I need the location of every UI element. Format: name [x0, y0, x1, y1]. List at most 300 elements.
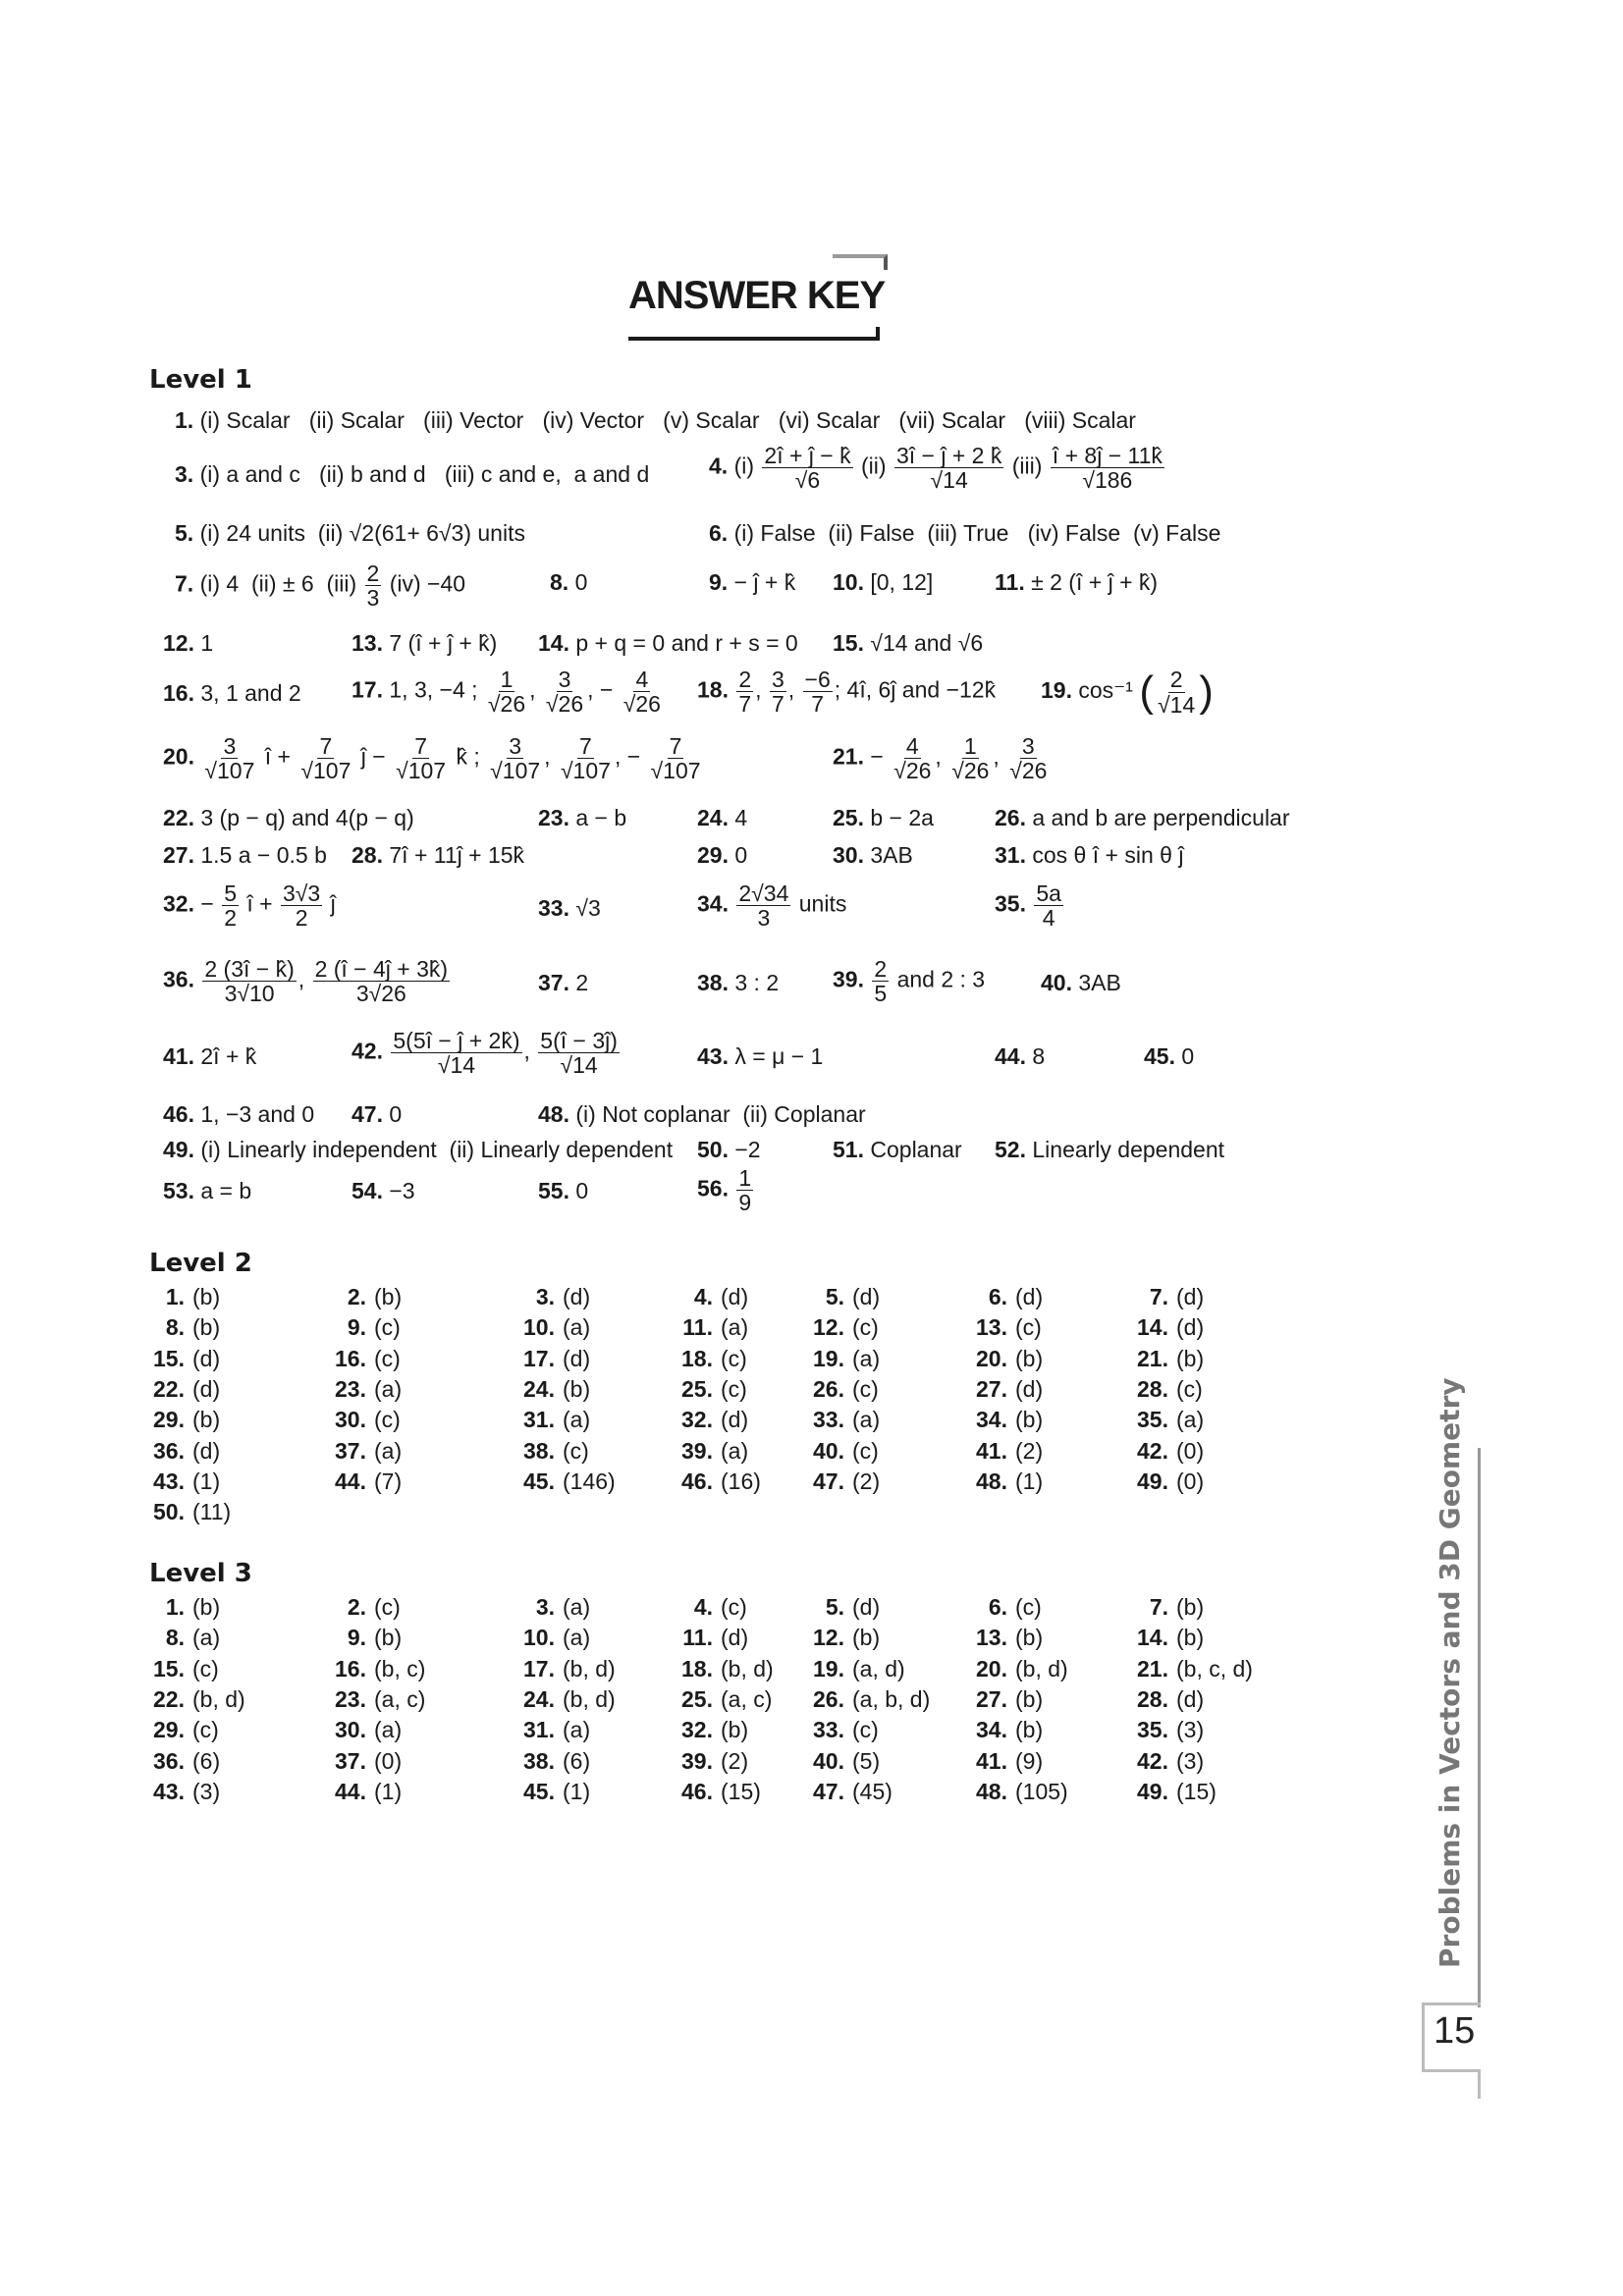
answer-option: (1) — [1015, 1468, 1044, 1494]
level3-answer-item — [1131, 1717, 1204, 1743]
question-number: 16. — [335, 1345, 366, 1371]
answer-option: (2) — [852, 1468, 881, 1494]
question-number: 9. — [347, 1625, 366, 1651]
question-number: 49. — [1137, 1778, 1168, 1804]
question-number: 23. — [335, 1375, 366, 1402]
level3-answer-item — [1131, 1594, 1204, 1621]
level2-answer-item — [517, 1407, 590, 1433]
answer-40: 40. 3AB — [1041, 970, 1121, 995]
answer-option: (15) — [721, 1778, 761, 1804]
question-number: 11. — [682, 1314, 713, 1341]
level2-answer-item — [147, 1376, 220, 1403]
answer-34: 34. $\frac{2√34}{3}$ units — [697, 881, 847, 932]
answer-11: 11. ± 2 (î + ĵ + k̂) — [995, 569, 1159, 595]
answer-option: (b) — [192, 1284, 221, 1309]
level3-answer-item — [329, 1625, 402, 1651]
question-number: 15. — [153, 1655, 185, 1682]
answer-43: 43. λ = μ − 1 — [697, 1043, 824, 1069]
answer-option: (b, d) — [192, 1685, 245, 1712]
question-number: 12. — [813, 1314, 844, 1341]
answer-19: 19. cos⁻¹ ( $\frac{2}{√14}$ ) — [1041, 667, 1214, 718]
level3-answer-item — [329, 1656, 425, 1682]
level2-answer-item — [329, 1438, 402, 1465]
answer-5: 5. (i) 24 units (ii) √2(61+ 6√3) units — [175, 520, 525, 546]
question-number: 40. — [813, 1747, 844, 1774]
question-number: 44. — [335, 1778, 366, 1804]
question-number: 35. — [1137, 1717, 1168, 1743]
question-number: 43. — [153, 1468, 185, 1494]
question-number: 37. — [335, 1437, 366, 1464]
page-number-rule-bottom — [1422, 2069, 1481, 2072]
answer-option: (a, c) — [374, 1685, 426, 1712]
answer-50: 50. −2 — [697, 1137, 761, 1162]
title-underline — [628, 327, 880, 341]
level2-answer-item — [1131, 1376, 1203, 1403]
answer-option: (a) — [192, 1625, 221, 1651]
level2-answer-item — [1131, 1438, 1204, 1465]
question-number: 40. — [813, 1437, 844, 1464]
level3-answer-item — [329, 1779, 402, 1805]
answer-option: (c) — [374, 1594, 401, 1620]
question-number: 43. — [153, 1778, 185, 1804]
answer-option: (b) — [721, 1717, 749, 1743]
question-number: 6. — [988, 1284, 1007, 1309]
answer-option: (d) — [721, 1284, 749, 1309]
answer-option: (a, b, d) — [852, 1685, 931, 1712]
answer-33: 33. √3 — [538, 895, 601, 921]
level2-answer-item — [970, 1438, 1043, 1465]
level3-answer-item — [1131, 1686, 1204, 1713]
level3-answer-item — [147, 1779, 220, 1805]
answer-option: (1) — [374, 1778, 403, 1804]
answer-51: 51. Coplanar — [833, 1137, 962, 1162]
level3-answer-item — [147, 1717, 219, 1743]
side-rule — [1478, 1448, 1481, 2007]
answer-option: (a) — [721, 1437, 749, 1464]
answer-option: (b) — [192, 1594, 221, 1620]
answer-option: (a) — [563, 1594, 591, 1620]
question-number: 47. — [813, 1468, 844, 1494]
level2-answer-item — [1131, 1468, 1204, 1495]
level2-answer-item — [676, 1284, 748, 1310]
question-number: 45. — [523, 1778, 555, 1804]
question-number: 46. — [681, 1468, 713, 1494]
level2-answer-item — [970, 1468, 1043, 1495]
answer-option: (c) — [721, 1345, 747, 1371]
level3-answer-item — [970, 1625, 1043, 1651]
level3-answer-item — [329, 1717, 402, 1743]
level2-answer-item — [807, 1376, 879, 1403]
question-number: 14. — [1137, 1625, 1168, 1651]
level3-answer-item — [676, 1686, 772, 1713]
answer-option: (b) — [1015, 1345, 1044, 1371]
question-number: 41. — [976, 1747, 1007, 1774]
answer-option: (b, c, d) — [1176, 1655, 1253, 1682]
answer-option: (c) — [1015, 1314, 1042, 1341]
question-number: 49. — [1137, 1468, 1168, 1494]
answer-option: (105) — [1015, 1778, 1068, 1804]
question-number: 25. — [681, 1375, 713, 1402]
level3-answer-item — [1131, 1748, 1204, 1775]
answer-23: 23. a − b — [538, 805, 627, 830]
answer-option: (c) — [1015, 1594, 1042, 1620]
answer-option: (b) — [192, 1314, 221, 1341]
answer-option: (d) — [192, 1345, 221, 1371]
question-number: 34. — [976, 1717, 1007, 1743]
level2-answer-item — [970, 1376, 1043, 1403]
question-number: 7. — [1149, 1284, 1168, 1309]
answer-option: (a) — [374, 1437, 403, 1464]
question-number: 27. — [976, 1685, 1007, 1712]
answer-47: 47. 0 — [352, 1101, 403, 1127]
answer-44: 44. 8 — [995, 1043, 1046, 1069]
level2-answer-item — [517, 1376, 590, 1403]
answer-option: (d) — [852, 1284, 881, 1309]
level2-answer-item — [147, 1284, 220, 1310]
level2-answer-item — [147, 1346, 220, 1372]
level3-answer-item — [807, 1594, 880, 1621]
answer-option: (a) — [563, 1717, 591, 1743]
answer-option: (a) — [374, 1375, 403, 1402]
level2-answer-item — [147, 1468, 220, 1495]
answer-option: (b) — [1015, 1625, 1044, 1651]
answer-option: (d) — [563, 1345, 591, 1371]
answer-option: (a) — [374, 1717, 403, 1743]
level2-answer-item — [147, 1314, 220, 1341]
level3-answer-item — [147, 1748, 220, 1775]
answer-15: 15. √14 and √6 — [833, 630, 984, 656]
question-number: 1. — [165, 1594, 185, 1620]
level3-answer-item — [1131, 1625, 1204, 1651]
answer-56: 56. $\frac{1}{9}$ — [697, 1165, 752, 1216]
answer-1: 1. (i) Scalar (ii) Scalar (iii) Vector (iv) Vector (v) Scalar (vi) Scalar (vii) Scalar (viii) Scalar — [175, 407, 1136, 433]
question-number: 41. — [976, 1437, 1007, 1464]
level3-answer-item — [970, 1686, 1043, 1713]
answer-22: 22. 3 (p − q) and 4(p − q) — [163, 805, 414, 830]
level3-answer-item — [676, 1594, 747, 1621]
answer-30: 30. 3AB — [833, 842, 913, 868]
level3-answer-item — [970, 1594, 1042, 1621]
answer-option: (3) — [1176, 1747, 1205, 1774]
level2-answer-item — [329, 1346, 401, 1372]
answer-31: 31. cos θ î + sin θ ĵ — [995, 842, 1184, 868]
answer-29: 29. 0 — [697, 842, 748, 868]
answer-option: (5) — [852, 1747, 881, 1774]
level3-answer-item — [676, 1779, 761, 1805]
level3-answer-item — [807, 1717, 879, 1743]
answer-option: (b) — [1015, 1407, 1044, 1433]
answer-46: 46. 1, −3 and 0 — [163, 1101, 315, 1127]
question-number: 38. — [523, 1437, 555, 1464]
answer-option: (b, d) — [563, 1685, 616, 1712]
level2-answer-item — [807, 1346, 880, 1372]
answer-option: (3) — [1176, 1717, 1205, 1743]
level2-answer-item — [1131, 1284, 1204, 1310]
level3-answer-item — [517, 1717, 590, 1743]
question-number: 36. — [153, 1747, 185, 1774]
level-2-heading: Level 2 — [149, 1249, 252, 1278]
question-number: 5. — [825, 1284, 844, 1309]
page-number-rule-tail — [1478, 2069, 1481, 2099]
question-number: 2. — [347, 1284, 366, 1309]
question-number: 4. — [693, 1284, 713, 1309]
question-number: 31. — [523, 1407, 555, 1433]
question-number: 36. — [153, 1437, 185, 1464]
question-number: 3. — [535, 1284, 555, 1309]
answer-13: 13. 7 (î + ĵ + k̂) — [352, 630, 498, 656]
answer-option: (0) — [1176, 1437, 1205, 1464]
level3-answer-item — [676, 1625, 748, 1651]
answer-option: (c) — [563, 1437, 589, 1464]
answer-option: (b, d) — [1015, 1655, 1068, 1682]
answer-option: (3) — [192, 1778, 221, 1804]
answer-option: (c) — [374, 1407, 401, 1433]
answer-24: 24. 4 — [697, 805, 748, 830]
answer-option: (b) — [1176, 1345, 1205, 1371]
level2-answer-item — [676, 1314, 748, 1341]
answer-option: (1) — [192, 1468, 221, 1494]
level3-answer-item — [970, 1656, 1068, 1682]
question-number: 32. — [681, 1717, 713, 1743]
level2-answer-item — [329, 1407, 401, 1433]
question-number: 17. — [523, 1345, 555, 1371]
question-number: 17. — [523, 1655, 555, 1682]
level2-answer-item — [517, 1468, 616, 1495]
question-number: 6. — [988, 1594, 1007, 1620]
question-number: 44. — [335, 1468, 366, 1494]
answer-option: (b, d) — [563, 1655, 616, 1682]
question-number: 14. — [1137, 1314, 1168, 1341]
answer-6: 6. (i) False (ii) False (iii) True (iv) False (v) False — [709, 520, 1221, 546]
level3-answer-item — [1131, 1779, 1217, 1805]
answer-option: (c) — [852, 1314, 879, 1341]
level3-answer-item — [807, 1779, 893, 1805]
level2-answer-item — [676, 1407, 748, 1433]
answer-option: (c) — [852, 1437, 879, 1464]
question-number: 33. — [813, 1407, 844, 1433]
answer-36: 36. $\frac{2 (3î - k̂)}{3√10}$ , $\frac{2 (î - 4ĵ + 3k̂)}{3√26}$ — [163, 956, 449, 1007]
answer-option: (1) — [563, 1778, 591, 1804]
question-number: 9. — [347, 1314, 366, 1341]
answer-option: (b) — [374, 1284, 403, 1309]
answer-49: 49. (i) Linearly independent (ii) Linearly dependent — [163, 1137, 674, 1162]
question-number: 19. — [813, 1345, 844, 1371]
answer-54: 54. −3 — [352, 1178, 415, 1203]
answer-option: (b) — [563, 1375, 591, 1402]
answer-option: (d) — [721, 1407, 749, 1433]
answer-41: 41. 2î + k̂ — [163, 1043, 257, 1069]
level3-answer-item — [807, 1748, 880, 1775]
answer-option: (2) — [1015, 1437, 1044, 1464]
level2-answer-item — [807, 1407, 880, 1433]
level3-answer-item — [807, 1686, 930, 1713]
page-number: 15 — [1434, 2010, 1476, 2052]
answer-option: (b, d) — [721, 1655, 774, 1682]
answer-53: 53. a = b — [163, 1178, 252, 1203]
question-number: 28. — [1137, 1685, 1168, 1712]
question-number: 13. — [976, 1625, 1007, 1651]
title-bracket-top — [833, 254, 888, 270]
level2-answer-item — [970, 1346, 1043, 1372]
level3-answer-item — [329, 1686, 425, 1713]
level3-answer-item — [970, 1779, 1068, 1805]
question-number: 22. — [153, 1375, 185, 1402]
level2-answer-item — [807, 1438, 879, 1465]
question-number: 31. — [523, 1717, 555, 1743]
question-number: 46. — [681, 1778, 713, 1804]
question-number: 8. — [165, 1625, 185, 1651]
page-number-rule-left — [1422, 2002, 1425, 2071]
answer-option: (c) — [192, 1717, 219, 1743]
level3-answer-item — [676, 1717, 748, 1743]
answer-55: 55. 0 — [538, 1178, 589, 1203]
answer-option: (7) — [374, 1468, 403, 1494]
answer-option: (d) — [852, 1594, 881, 1620]
answer-option: (a, c) — [721, 1685, 773, 1712]
level3-answer-item — [676, 1748, 748, 1775]
answer-8: 8. 0 — [550, 569, 588, 595]
answer-16: 16. 3, 1 and 2 — [163, 680, 301, 706]
question-number: 13. — [976, 1314, 1007, 1341]
level2-answer-item — [1131, 1346, 1204, 1372]
level2-answer-item — [147, 1438, 220, 1465]
answer-7: 7. (i) 4 (ii) ± 6 (iii) $\frac{2}{3}$ (iv) −40 — [175, 561, 466, 612]
answer-27: 27. 1.5 a − 0.5 b — [163, 842, 327, 868]
level2-answer-item — [807, 1284, 880, 1310]
question-number: 37. — [335, 1747, 366, 1774]
level3-answer-item — [807, 1625, 880, 1651]
answer-45: 45. 0 — [1144, 1043, 1195, 1069]
question-number: 42. — [1137, 1437, 1168, 1464]
answer-option: (0) — [1176, 1468, 1205, 1494]
question-number: 23. — [335, 1685, 366, 1712]
answer-18: 18. $\frac{2}{7}$ , $\frac{3}{7}$ , $\frac{-6}{7}$ ; 4î, 6ĵ and −12k̂ — [697, 667, 997, 718]
question-number: 47. — [813, 1778, 844, 1804]
page-number-rule-top — [1422, 2002, 1481, 2005]
question-number: 21. — [1137, 1655, 1168, 1682]
answer-3: 3. (i) a and c (ii) b and d (iii) c and e, a and d — [175, 461, 650, 487]
answer-option: (c) — [374, 1314, 401, 1341]
answer-17: 17. 1, 3, −4 ; $\frac{1}{√26}$ , $\frac{3}{√26}$ , − $\frac{4}{√26}$ — [352, 667, 661, 718]
answer-21: 21. − $\frac{4}{√26}$ , $\frac{1}{√26}$ , $\frac{3}{√26}$ — [833, 733, 1048, 784]
question-number: 2. — [347, 1594, 366, 1620]
answer-option: (a) — [852, 1407, 881, 1433]
answer-option: (d) — [1176, 1284, 1205, 1309]
level2-answer-item — [676, 1346, 747, 1372]
answer-option: (b) — [1176, 1625, 1205, 1651]
level2-answer-item — [970, 1284, 1043, 1310]
level2-answer-item — [676, 1468, 761, 1495]
level2-answer-item — [676, 1376, 747, 1403]
page-title: ANSWER KEY — [628, 274, 886, 317]
answer-option: (16) — [721, 1468, 761, 1494]
level3-answer-item — [1131, 1656, 1253, 1682]
answer-option: (c) — [374, 1345, 401, 1371]
answer-28: 28. 7î + 11ĵ + 15k̂ — [352, 842, 525, 868]
level2-answer-item — [1131, 1407, 1204, 1433]
answer-14: 14. p + q = 0 and r + s = 0 — [538, 630, 798, 656]
level3-answer-item — [517, 1594, 590, 1621]
answer-option: (b) — [192, 1407, 221, 1433]
question-number: 50. — [153, 1499, 185, 1525]
level-3-heading: Level 3 — [149, 1559, 252, 1588]
question-number: 4. — [693, 1594, 713, 1620]
answer-option: (0) — [374, 1747, 403, 1774]
question-number: 48. — [976, 1468, 1007, 1494]
question-number: 26. — [813, 1375, 844, 1402]
question-number: 27. — [976, 1375, 1007, 1402]
level3-answer-item — [970, 1717, 1043, 1743]
answer-10: 10. [0, 12] — [833, 569, 934, 595]
level3-answer-item — [329, 1594, 401, 1621]
level2-answer-item — [517, 1438, 589, 1465]
question-number: 25. — [681, 1685, 713, 1712]
level3-answer-item — [970, 1748, 1043, 1775]
question-number: 35. — [1137, 1407, 1168, 1433]
question-number: 38. — [523, 1747, 555, 1774]
question-number: 10. — [523, 1314, 555, 1341]
answer-option: (a) — [563, 1625, 591, 1651]
level2-answer-item — [329, 1376, 402, 1403]
question-number: 42. — [1137, 1747, 1168, 1774]
level2-answer-item — [517, 1314, 590, 1341]
level3-answer-item — [147, 1625, 220, 1651]
question-number: 39. — [681, 1747, 713, 1774]
question-number: 26. — [813, 1685, 844, 1712]
answer-option: (c) — [721, 1594, 747, 1620]
question-number: 39. — [681, 1437, 713, 1464]
answer-9: 9. − ĵ + k̂ — [709, 569, 796, 595]
level3-answer-item — [517, 1779, 590, 1805]
answer-option: (c) — [721, 1375, 747, 1402]
answer-option: (6) — [563, 1747, 591, 1774]
level2-answer-item — [329, 1314, 401, 1341]
question-number: 32. — [681, 1407, 713, 1433]
question-number: 20. — [976, 1345, 1007, 1371]
answer-option: (b) — [1015, 1685, 1044, 1712]
level3-answer-item — [517, 1656, 616, 1682]
question-number: 5. — [825, 1594, 844, 1620]
question-number: 29. — [153, 1407, 185, 1433]
answer-option: (d) — [721, 1625, 749, 1651]
answer-option: (b) — [374, 1625, 403, 1651]
question-number: 10. — [523, 1625, 555, 1651]
question-number: 8. — [165, 1314, 185, 1341]
answer-option: (9) — [1015, 1747, 1044, 1774]
answer-option: (d) — [192, 1437, 221, 1464]
level2-answer-item — [970, 1314, 1042, 1341]
level2-answer-item — [147, 1407, 220, 1433]
question-number: 18. — [681, 1655, 713, 1682]
level2-answer-item — [329, 1284, 402, 1310]
question-number: 45. — [523, 1468, 555, 1494]
answer-option: (d) — [563, 1284, 591, 1309]
question-number: 30. — [335, 1407, 366, 1433]
question-number: 24. — [523, 1375, 555, 1402]
answer-20: 20. $\frac{3}{√107}$ î + $\frac{7}{√107}$ ĵ − $\frac{7}{√107}$ k̂ ; $\frac{3}{√107}$ , $\frac{7}{√107}$ , − $\frac{7}{√107}$ — [163, 733, 701, 784]
question-number: 3. — [535, 1594, 555, 1620]
question-number: 29. — [153, 1717, 185, 1743]
answer-option: (d) — [1176, 1685, 1205, 1712]
level3-answer-item — [147, 1594, 220, 1621]
book-title-vertical: Problems in Vectors and 3D Geometry — [1434, 1377, 1466, 1968]
question-number: 12. — [813, 1625, 844, 1651]
question-number: 18. — [681, 1345, 713, 1371]
answer-option: (a) — [563, 1407, 591, 1433]
question-number: 22. — [153, 1685, 185, 1712]
level3-answer-item — [329, 1748, 402, 1775]
level2-answer-item — [517, 1284, 590, 1310]
